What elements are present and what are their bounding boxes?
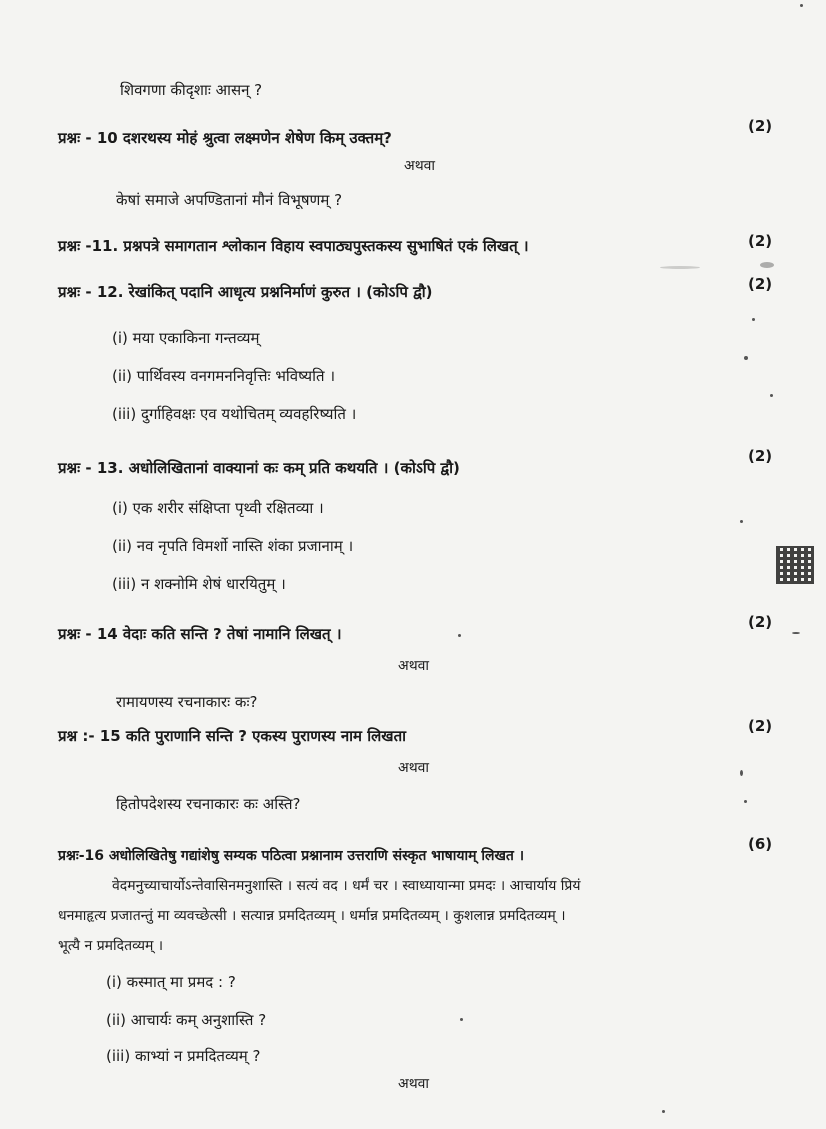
scan-speck xyxy=(744,356,748,360)
question-text: केषां समाजे अपण्डितानां मौनं विभूषणम् ? xyxy=(116,191,343,209)
question-10: प्रश्नः - 10 दशरथस्य मोहं श्रुत्वा लक्ष्मणेन शेषेण किम् उक्तम्? xyxy=(58,129,392,147)
sub-question: (ii) आचार्यः कम् अनुशास्ति ? xyxy=(106,1011,267,1029)
sub-question: (ii) पार्थिवस्य वनगमननिवृत्तिः भविष्यति । xyxy=(112,367,336,385)
scan-speck xyxy=(740,520,743,523)
passage-line: भूत्यै न प्रमदितव्यम् । xyxy=(58,938,164,954)
sub-question: (i) मया एकाकिना गन्तव्यम् xyxy=(112,329,260,347)
question-text: हितोपदेशस्य रचनाकारः कः अस्ति? xyxy=(116,795,301,813)
question-12: प्रश्नः - 12. रेखांकित् पदानि आधृत्य प्रश्ननिर्माणं कुरुत । (कोऽपि द्वौ) xyxy=(58,283,433,301)
athava-label: अथवा xyxy=(398,760,430,776)
marks-q13: (2) xyxy=(748,447,773,465)
scan-speck xyxy=(792,632,800,634)
marks-q12: (2) xyxy=(748,275,773,293)
marks-q15: (2) xyxy=(748,717,773,735)
marks-q16: (6) xyxy=(748,835,773,853)
sub-question: (i) कस्मात् मा प्रमद : ? xyxy=(106,973,236,991)
scan-speck xyxy=(662,1110,665,1113)
question-text: शिवगणा कीदृशाः आसन् ? xyxy=(120,81,263,99)
scan-speck xyxy=(800,4,803,7)
scan-speck xyxy=(744,800,747,803)
question-text: रामायणस्य रचनाकारः कः? xyxy=(116,693,258,711)
sub-question: (ii) नव नृपति विमर्शो नास्ति शंका प्रजानाम् । xyxy=(112,537,354,555)
athava-label: अथवा xyxy=(404,158,436,174)
sub-question: (iii) दुर्गाहिवक्षः एव यथोचितम् व्यवहरिष्यति । xyxy=(112,405,357,423)
question-15: प्रश्न :- 15 कति पुराणानि सन्ति ? एकस्य पुराणस्य नाम लिखता xyxy=(58,727,407,745)
scan-speck xyxy=(760,262,774,268)
scan-speck xyxy=(460,1018,463,1021)
marks-q14: (2) xyxy=(748,613,773,631)
question-13: प्रश्नः - 13. अधोलिखितानां वाक्यानां कः कम् प्रति कथयति । (कोऽपि द्वौ) xyxy=(58,459,460,477)
question-16: प्रश्नः-16 अधोलिखितेषु गद्यांशेषु सम्यक पठित्वा प्रश्नानाम उत्तराणि संस्कृत भाषायाम् लिखत । xyxy=(58,848,525,864)
scan-speck xyxy=(740,770,743,776)
sub-question: (i) एक शरीर संक्षिप्ता पृथ्वी रक्षितव्या । xyxy=(112,499,324,517)
scan-speck xyxy=(752,318,755,321)
scan-speck xyxy=(770,394,773,397)
question-14: प्रश्नः - 14 वेदाः कति सन्ति ? तेषां नामानि लिखत् । xyxy=(58,625,342,643)
sub-question: (iii) न शक्नोमि शेषं धारयितुम् । xyxy=(112,575,286,593)
scan-speck xyxy=(458,634,461,637)
passage-line: वेदमनुच्याचार्योऽन्तेवासिनमनुशास्ति । सत्यं वद । धर्मं चर । स्वाध्यायान्मा प्रमदः । आचार्याय प्रियं xyxy=(112,878,581,894)
question-11: प्रश्नः -11. प्रश्नपत्रे समागतान श्लोकान विहाय स्वपाठ्यपुस्तकस्य सुभाषितं एकं लिखत् । xyxy=(58,237,529,255)
passage-line: धनमाहृत्य प्रजातन्तुं मा व्यवच्छेत्सी । सत्यान्न प्रमदितव्यम् । धर्मान्न प्रमदितव्यम् । कुशलान्न प्रमदितव्यम् । xyxy=(58,908,566,924)
marks-q10: (2) xyxy=(748,117,773,135)
sub-question: (iii) काभ्यां न प्रमदितव्यम् ? xyxy=(106,1047,261,1065)
athava-label: अथवा xyxy=(398,658,430,674)
marks-q11: (2) xyxy=(748,232,773,250)
athava-label: अथवा xyxy=(398,1076,430,1092)
qr-code-icon xyxy=(776,546,814,584)
scan-speck xyxy=(660,266,700,269)
